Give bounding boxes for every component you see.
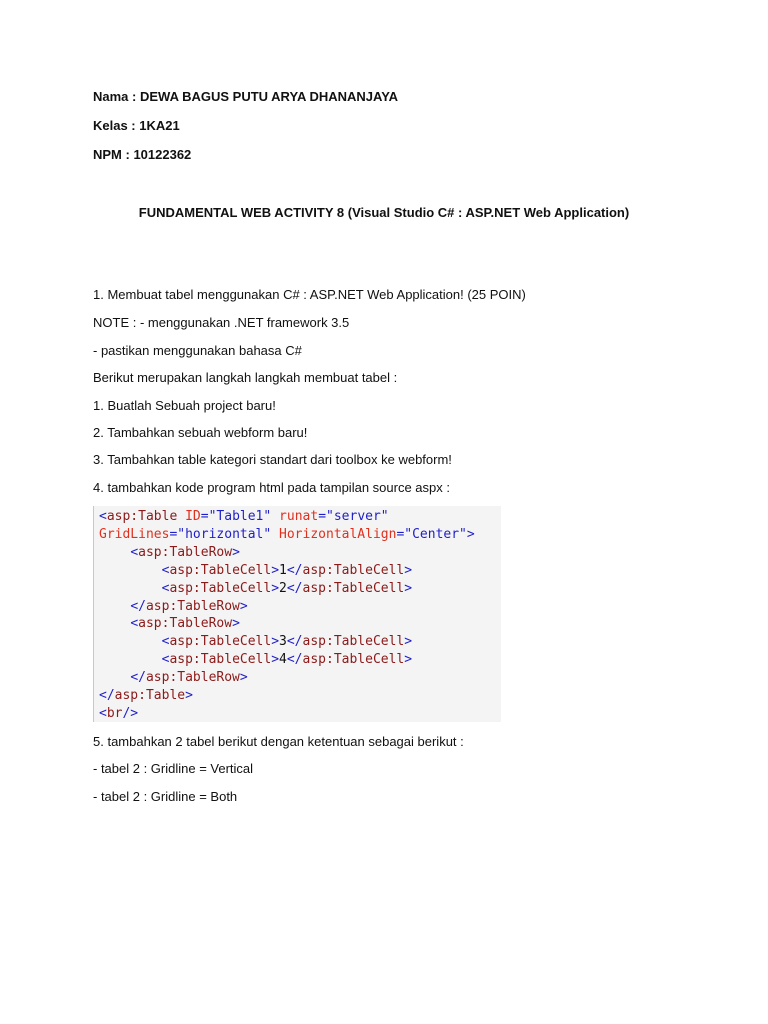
code-token: < <box>161 634 170 650</box>
code-token: </ <box>130 598 146 614</box>
code-token: > <box>271 580 280 596</box>
code-token: br <box>106 705 123 721</box>
note-language: - pastikan menggunakan bahasa C# <box>93 343 302 358</box>
step-4: 4. tambahkan kode program html pada tampilan source aspx : <box>93 480 450 495</box>
code-token: asp:TableRow <box>145 598 240 614</box>
code-line <box>99 562 501 580</box>
code-token: < <box>130 544 139 560</box>
code-token: = <box>169 526 178 542</box>
code-token: > <box>466 526 475 542</box>
code-token: ID <box>185 509 201 524</box>
code-token: asp:TableCell <box>302 580 405 596</box>
code-token <box>271 527 279 542</box>
step-3: 3. Tambahkan table kategori standart dari toolbox ke webform! <box>93 452 452 467</box>
code-indent <box>99 599 130 614</box>
code-token: = <box>318 509 327 524</box>
code-line <box>99 526 501 544</box>
code-token: 2 <box>279 580 287 596</box>
code-token: </ <box>130 670 146 686</box>
code-token: < <box>161 580 170 596</box>
code-line <box>99 580 501 598</box>
code-token: > <box>404 580 413 596</box>
code-token: asp:Table <box>106 509 178 524</box>
code-line <box>99 651 501 669</box>
code-line <box>99 633 501 651</box>
code-token: < <box>99 509 107 524</box>
code-token: GridLines <box>99 526 170 542</box>
note-framework: NOTE : - menggunakan .NET framework 3.5 <box>93 315 350 330</box>
code-token: asp:TableCell <box>169 580 272 596</box>
code-indent <box>99 652 162 667</box>
step-2: 2. Tambahkan sebuah webform baru! <box>93 425 308 440</box>
code-indent <box>99 616 130 631</box>
code-token: "horizontal" <box>177 526 272 542</box>
code-indent <box>99 670 130 685</box>
code-token: > <box>404 652 413 668</box>
code-token: > <box>185 688 193 704</box>
code-token <box>271 509 279 524</box>
code-token: </ <box>286 562 303 578</box>
code-line <box>99 615 501 633</box>
code-token <box>177 509 185 524</box>
code-indent <box>99 634 162 649</box>
code-token: asp:TableRow <box>145 670 240 686</box>
code-token: HorizontalAlign <box>279 526 397 542</box>
step-1: 1. Buatlah Sebuah project baru! <box>93 398 276 413</box>
step-5: 5. tambahkan 2 tabel berikut dengan ketentuan sebagai berikut : <box>93 734 464 749</box>
rule-both: - tabel 2 : Gridline = Both <box>93 789 238 804</box>
code-screenshot <box>93 506 501 722</box>
code-token: < <box>161 652 170 668</box>
code-line <box>99 598 501 616</box>
code-token: 4 <box>279 652 287 668</box>
rule-vertical: - tabel 2 : Gridline = Vertical <box>93 761 254 776</box>
code-indent <box>99 563 162 578</box>
student-name: Nama : DEWA BAGUS PUTU ARYA DHANANJAYA <box>93 89 399 104</box>
code-line <box>99 705 501 723</box>
code-indent <box>99 545 130 560</box>
code-token: </ <box>286 652 303 668</box>
code-token: "server" <box>326 509 389 524</box>
code-token: = <box>200 509 209 524</box>
code-token: asp:TableRow <box>138 616 233 632</box>
code-token: 1 <box>279 562 287 578</box>
code-token: asp:TableCell <box>302 562 405 578</box>
code-token: </ <box>286 634 303 650</box>
student-npm: NPM : 10122362 <box>93 147 192 162</box>
code-token: asp:TableCell <box>302 652 405 668</box>
code-token: > <box>271 562 280 578</box>
code-token: </ <box>99 688 115 704</box>
code-token: > <box>271 634 280 650</box>
code-token: = <box>396 526 405 542</box>
code-token: > <box>404 634 413 650</box>
code-token: < <box>130 616 139 632</box>
code-token: > <box>239 598 248 614</box>
code-token: "Table1" <box>208 509 272 524</box>
code-token: 3 <box>279 634 287 650</box>
code-line <box>99 687 501 705</box>
code-token: > <box>232 616 240 632</box>
code-token: asp:Table <box>114 688 186 704</box>
code-line <box>99 544 501 562</box>
student-class: Kelas : 1KA21 <box>93 118 180 133</box>
code-token: > <box>232 544 240 560</box>
steps-intro: Berikut merupakan langkah langkah membuat tabel : <box>93 370 398 385</box>
code-token: /> <box>122 705 139 721</box>
code-token: < <box>161 562 170 578</box>
code-token: > <box>239 670 248 686</box>
code-token: "Center" <box>404 526 467 542</box>
code-token: asp:TableCell <box>169 562 272 578</box>
code-token: runat <box>279 509 319 524</box>
code-token: > <box>404 562 413 578</box>
code-line <box>99 669 501 687</box>
code-token: > <box>271 652 280 668</box>
code-token: asp:TableCell <box>169 634 272 650</box>
document-title: FUNDAMENTAL WEB ACTIVITY 8 (Visual Studio C# : ASP.NET Web Application) <box>138 205 630 220</box>
code-token: asp:TableRow <box>138 544 233 560</box>
task-heading: 1. Membuat tabel menggunakan C# : ASP.NET Web Application! (25 POIN) <box>93 287 526 302</box>
code-token: </ <box>286 580 303 596</box>
code-indent <box>99 581 162 596</box>
code-token: asp:TableCell <box>169 652 272 668</box>
code-token: asp:TableCell <box>302 634 405 650</box>
code-token: < <box>99 705 107 721</box>
code-line <box>99 508 501 526</box>
